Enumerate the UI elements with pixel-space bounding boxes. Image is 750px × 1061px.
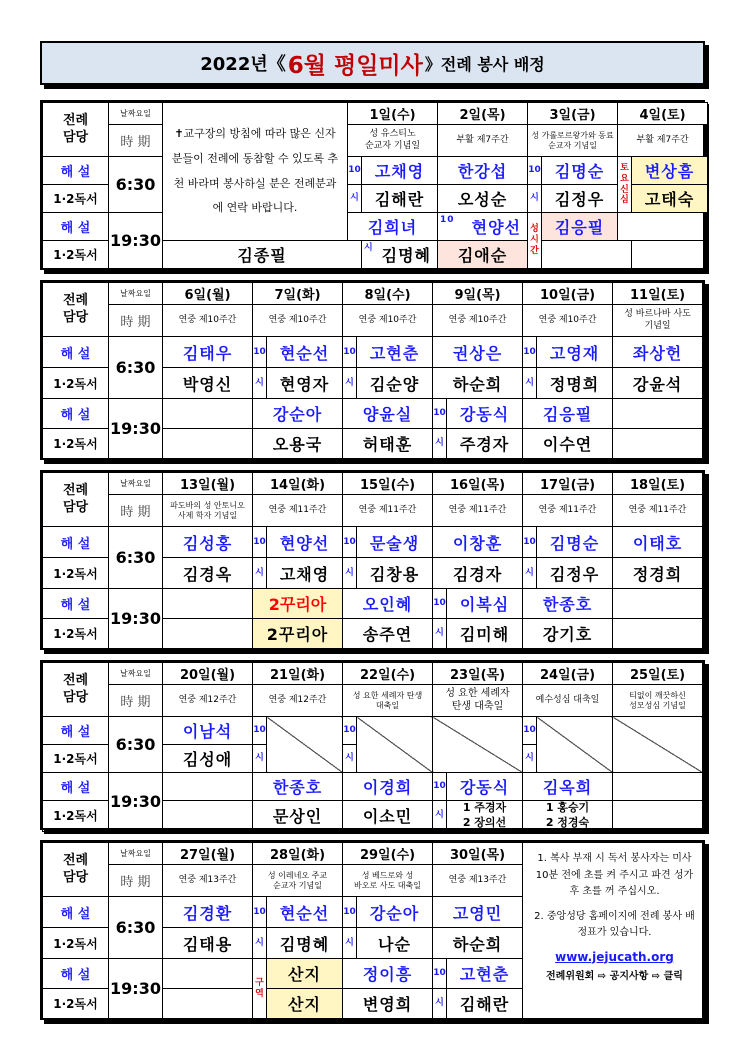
notice-message: ✝교구장의 방침에 따라 많은 신자 분들이 전례에 동참할 수 있도록 추천 바라며 봉사하실 분은 전례분과에 연락 바랍니다. [163, 103, 348, 241]
empty-cell [163, 589, 253, 619]
date-cell: 18일(토) [613, 473, 703, 495]
ten-mark: 10 [523, 717, 537, 745]
reading-label: 1·2독서 [43, 368, 109, 399]
si-mark: 시 [523, 558, 537, 589]
commentator-name: 김성홍 [163, 527, 253, 558]
date-weekday-label: 날짜요일 [109, 663, 163, 685]
commentator-name: 좌상헌 [613, 337, 703, 368]
reader-name: 김태용 [163, 928, 253, 959]
saturday-devotion-label: 토요신심 [618, 157, 632, 213]
commentator-name: 이남석 [163, 717, 253, 745]
empty-cell [163, 989, 253, 1019]
commentary-label: 해 설 [43, 157, 109, 185]
time-morning: 6:30 [109, 337, 163, 399]
time-evening: 19:30 [109, 213, 163, 269]
date-cell: 14일(화) [253, 473, 343, 495]
commentator-name: 고현춘 [357, 337, 433, 368]
week-2-section [40, 280, 705, 460]
date-cell: 6일(월) [163, 283, 253, 305]
date-cell: 7일(화) [253, 283, 343, 305]
si-mark: 시 [253, 745, 267, 773]
commentator-name: 김옥희 [523, 773, 613, 801]
title-suffix: 》전례 봉사 배정 [424, 54, 545, 74]
date-cell: 9일(목) [433, 283, 523, 305]
week-5-section [40, 840, 705, 1020]
commentator-name: 한종호 [523, 589, 613, 619]
reader-name: 김명혜 [267, 928, 343, 959]
feast-cell: 부활 제7주간 [618, 125, 708, 157]
date-cell: 11일(토) [613, 283, 703, 305]
empty-cell [613, 429, 703, 459]
commentator-name: 이창훈 [433, 527, 523, 558]
empty-cell [163, 399, 253, 429]
date-cell: 15일(수) [343, 473, 433, 495]
reading-label: 1·2독서 [43, 241, 109, 269]
reader-name: 변영희 [343, 989, 433, 1019]
commentator-name: 김명순 [542, 157, 618, 185]
feast-cell: 연중 제10주간 [253, 305, 343, 337]
ten-mark: 10 [253, 717, 267, 745]
notes-panel [523, 843, 703, 1019]
feast-cell: 티없이 깨끗하신 성모성심 기념일 [613, 685, 703, 717]
date-cell: 22일(수) [343, 663, 433, 685]
reader-name: 김창용 [357, 558, 433, 589]
reader-name: 허태훈 [343, 429, 433, 459]
reader-name: 나순 [357, 928, 433, 959]
empty-cell [613, 619, 703, 649]
date-cell: 23일(목) [433, 663, 523, 685]
reading-label: 1·2독서 [43, 619, 109, 649]
commentary-label: 해 설 [43, 717, 109, 745]
reader-name: 하순희 [433, 368, 523, 399]
ten-mark: 10 [343, 337, 357, 368]
week-3-section [40, 470, 705, 650]
feast-cell: 파도바의 성 안토니오 사제 학자 기념일 [163, 495, 253, 527]
date-cell: 21일(화) [253, 663, 343, 685]
commentator-name: 이태호 [613, 527, 703, 558]
liturgy-duty-label: 전례 담당 [43, 473, 109, 527]
commentator-name: 강동식 [447, 773, 523, 801]
reader-name: 박영신 [163, 368, 253, 399]
commentator-name: 고영민 [433, 897, 523, 928]
commentary-label: 해 설 [43, 959, 109, 989]
ten-mark: 10 [523, 527, 537, 558]
empty-cell [163, 429, 253, 459]
empty-cell [618, 213, 708, 241]
date-cell: 29일(수) [343, 843, 433, 865]
district-label: 구역 [253, 959, 267, 1019]
commentator-name: 김태우 [163, 337, 253, 368]
reader-name: 김애순 [438, 241, 528, 269]
feast-cell: 연중 제11주간 [523, 495, 613, 527]
feast-cell: 성 가롤로르왕가와 동료 순교자 기념일 [528, 125, 618, 157]
date-cell: 2일(목) [438, 103, 528, 125]
reader-name: 김정우 [542, 185, 618, 213]
liturgy-duty-label: 전례 담당 [43, 843, 109, 897]
blank-slashed-cell [267, 717, 343, 773]
empty-cell [163, 773, 253, 801]
ten-mark: 10 [433, 589, 447, 619]
feast-cell: 연중 제10주간 [433, 305, 523, 337]
title-main: 6월 평일미사 [287, 52, 423, 79]
commentator-name: 한강섭 [438, 157, 528, 185]
ten-mark: 10 [348, 157, 362, 185]
reading-label: 1·2독서 [43, 745, 109, 773]
feast-cell: 연중 제11주간 [613, 495, 703, 527]
blank-slashed-cell [537, 717, 613, 773]
reader-name: 주경자 [447, 429, 523, 459]
date-cell: 1일(수) [348, 103, 438, 125]
commentator-name: 현양선 [267, 527, 343, 558]
commentator-name: 고현춘 [447, 959, 523, 989]
ten-mark: 10 [253, 527, 267, 558]
date-weekday-label: 날짜요일 [109, 103, 163, 125]
period-label: 時 期 [109, 305, 163, 337]
ten-mark: 10 [343, 717, 357, 745]
si-mark: 시 [433, 989, 447, 1019]
feast-cell: 예수성심 대축일 [523, 685, 613, 717]
blank-slashed-cell [433, 717, 523, 773]
feast-cell: 성 요한 세례자 탄생 대축일 [433, 685, 523, 717]
note-2: 2. 중앙성당 홈페이지에 전례 봉사 배정표가 있습니다. [534, 910, 695, 938]
empty-cell [613, 773, 703, 801]
reader-name: 오용국 [253, 429, 343, 459]
ten-mark: 10 [343, 897, 357, 928]
commentator-name: 김희녀 [348, 213, 438, 241]
page-title [40, 41, 705, 85]
note-1: 1. 복사 부재 시 독서 봉사자는 미사 10분 전에 초를 켜 주시고 파견 성가 후 초를 꺼 주십시오. [535, 853, 694, 897]
empty-cell [163, 959, 253, 989]
si-mark: 시 [253, 558, 267, 589]
feast-cell: 성 유스티노 순교자 기념일 [348, 125, 438, 157]
commentary-label: 해 설 [43, 527, 109, 558]
reader-name: 김경자 [433, 558, 523, 589]
date-cell: 10일(금) [523, 283, 613, 305]
reader-name: 현영자 [267, 368, 343, 399]
reader-name: 2꾸리아 [253, 619, 343, 649]
commentator-name: 양윤실 [343, 399, 433, 429]
feast-cell: 성 베드로와 성 바오로 사도 대축일 [343, 865, 433, 897]
si-mark: 시 [528, 185, 542, 213]
date-cell: 13일(월) [163, 473, 253, 495]
commentator-name: 고채영 [362, 157, 438, 185]
si-mark: 시 [433, 619, 447, 649]
time-morning: 6:30 [109, 897, 163, 959]
feast-cell: 연중 제10주간 [343, 305, 433, 337]
si-mark: 시 [253, 368, 267, 399]
reader-name: 송주연 [343, 619, 433, 649]
date-cell: 24일(금) [523, 663, 613, 685]
commentator-name: 강동식 [447, 399, 523, 429]
reader-name: 강기호 [523, 619, 613, 649]
commentator-name: 10 현양선 [438, 213, 528, 241]
ten-mark: 10 [433, 399, 447, 429]
ten-mark: 10 [343, 527, 357, 558]
time-evening: 19:30 [109, 399, 163, 459]
commentator-name: 이복심 [447, 589, 523, 619]
feast-cell: 연중 제12주간 [253, 685, 343, 717]
reader-name: 이수연 [523, 429, 613, 459]
reader-name: 고태숙 [632, 185, 708, 213]
si-mark: 시 [343, 558, 357, 589]
commentary-label: 해 설 [43, 399, 109, 429]
reader-name: 시 김명혜 [362, 241, 438, 269]
commentary-label: 해 설 [43, 213, 109, 241]
commentary-label: 해 설 [43, 897, 109, 928]
reading-label: 1·2독서 [43, 801, 109, 832]
commentator-name: 김경환 [163, 897, 253, 928]
feast-cell: 연중 제10주간 [523, 305, 613, 337]
empty-cell [613, 801, 703, 832]
reader-name: 강윤석 [613, 368, 703, 399]
reader-name: 김성애 [163, 745, 253, 773]
date-cell: 28일(화) [253, 843, 343, 865]
date-cell: 25일(토) [613, 663, 703, 685]
ten-mark: 10 [523, 337, 537, 368]
menu-path: 전례위원회 ⇨ 공지사항 ⇨ 클릭 [546, 971, 683, 983]
holy-hour-label: 성시간 [528, 213, 542, 269]
commentary-label: 해 설 [43, 337, 109, 368]
period-label: 時 期 [109, 125, 163, 157]
date-cell: 20일(월) [163, 663, 253, 685]
commentator-name: 김응필 [542, 213, 618, 241]
empty-cell [613, 589, 703, 619]
empty-cell [613, 399, 703, 429]
si-mark: 시 [343, 368, 357, 399]
blank-slashed-cell [613, 717, 703, 773]
time-evening: 19:30 [109, 589, 163, 649]
feast-cell: 연중 제13주간 [433, 865, 523, 897]
reader-name: 김순양 [357, 368, 433, 399]
reader-name: 문상인 [253, 801, 343, 832]
reading-label: 1·2독서 [43, 928, 109, 959]
week-1-section [40, 100, 705, 270]
si-mark: 시 [523, 368, 537, 399]
liturgy-duty-label: 전례 담당 [43, 663, 109, 717]
ten-mark: 10 [528, 157, 542, 185]
commentator-name: 오인혜 [343, 589, 433, 619]
reader-pair: 1 홍승기 2 정경숙 [523, 801, 613, 832]
date-weekday-label: 날짜요일 [109, 283, 163, 305]
empty-cell [163, 619, 253, 649]
commentator-name: 문술생 [357, 527, 433, 558]
commentator-name: 변상흠 [632, 157, 708, 185]
period-label: 時 期 [109, 865, 163, 897]
reader-name: 김해란 [447, 989, 523, 1019]
commentator-name: 2꾸리아 [253, 589, 343, 619]
time-evening: 19:30 [109, 773, 163, 832]
reader-name: 김해란 [362, 185, 438, 213]
reader-name: 정명희 [537, 368, 613, 399]
feast-cell: 연중 제11주간 [433, 495, 523, 527]
reading-label: 1·2독서 [43, 558, 109, 589]
time-morning: 6:30 [109, 527, 163, 589]
website-link[interactable]: www.jejucath.org [555, 949, 674, 964]
feast-cell: 성 요한 세례자 탄생 대축일 [343, 685, 433, 717]
reading-label: 1·2독서 [43, 989, 109, 1019]
date-weekday-label: 날짜요일 [109, 473, 163, 495]
date-cell: 4일(토) [618, 103, 708, 125]
empty-cell [163, 801, 253, 832]
reader-name: 하순희 [433, 928, 523, 959]
feast-cell: 성 이레네오 주교 순교자 기념일 [253, 865, 343, 897]
date-cell: 17일(금) [523, 473, 613, 495]
reader-name: 이소민 [343, 801, 433, 832]
feast-cell: 연중 제12주간 [163, 685, 253, 717]
si-mark: 시 [253, 928, 267, 959]
commentator-name: 산지 [267, 959, 343, 989]
date-cell: 27일(월) [163, 843, 253, 865]
time-morning: 6:30 [109, 717, 163, 773]
si-mark: 시 [343, 928, 357, 959]
date-weekday-label: 날짜요일 [109, 843, 163, 865]
reader-name: 김경옥 [163, 558, 253, 589]
ten-mark: 10 [433, 773, 447, 801]
feast-cell: 성 바르나바 사도 기념일 [613, 305, 703, 337]
blank-slashed-cell [357, 717, 433, 773]
reading-label: 1·2독서 [43, 185, 109, 213]
feast-cell: 연중 제13주간 [163, 865, 253, 897]
si-mark: 시 [433, 801, 447, 832]
feast-cell: 연중 제11주간 [253, 495, 343, 527]
commentator-name: 이경희 [343, 773, 433, 801]
commentator-name: 정이흥 [343, 959, 433, 989]
commentator-name: 한종호 [253, 773, 343, 801]
feast-cell: 부활 제7주간 [438, 125, 528, 157]
ten-mark: 10 [253, 897, 267, 928]
commentator-name: 현순선 [267, 897, 343, 928]
period-label: 時 期 [109, 685, 163, 717]
empty-cell [542, 241, 632, 269]
ten-mark: 10 [253, 337, 267, 368]
commentary-label: 해 설 [43, 589, 109, 619]
reading-label: 1·2독서 [43, 429, 109, 459]
title-prefix: 2022년《 [200, 54, 286, 75]
commentator-name: 권상은 [433, 337, 523, 368]
reader-name: 김정우 [537, 558, 613, 589]
commentator-name: 현순선 [267, 337, 343, 368]
week-4-section [40, 660, 705, 830]
reader-name: 정경희 [613, 558, 703, 589]
date-cell: 16일(목) [433, 473, 523, 495]
time-evening: 19:30 [109, 959, 163, 1019]
date-cell: 8일(수) [343, 283, 433, 305]
commentary-label: 해 설 [43, 773, 109, 801]
si-mark: 시 [523, 745, 537, 773]
reader-name: 김미해 [447, 619, 523, 649]
reader-name: 오성순 [438, 185, 528, 213]
commentator-name: 강순아 [253, 399, 343, 429]
si-mark: 시 [433, 429, 447, 459]
feast-cell: 연중 제11주간 [343, 495, 433, 527]
reader-name: 산지 [267, 989, 343, 1019]
reader-pair: 1 주경자 2 장의선 [447, 801, 523, 832]
reader-name: 김종필 [163, 241, 362, 269]
feast-cell: 연중 제10주간 [163, 305, 253, 337]
liturgy-duty-label: 전례 담당 [43, 103, 109, 157]
commentator-name: 고영재 [537, 337, 613, 368]
commentator-name: 김응필 [523, 399, 613, 429]
commentator-name: 강순아 [357, 897, 433, 928]
date-cell: 30일(목) [433, 843, 523, 865]
ten-mark: 10 [433, 959, 447, 989]
reader-name: 고채영 [267, 558, 343, 589]
period-label: 時 期 [109, 495, 163, 527]
si-mark: 시 [343, 745, 357, 773]
liturgy-duty-label: 전례 담당 [43, 283, 109, 337]
time-morning: 6:30 [109, 157, 163, 213]
date-cell: 3일(금) [528, 103, 618, 125]
si-mark: 시 [348, 185, 362, 213]
commentator-name: 김명순 [537, 527, 613, 558]
